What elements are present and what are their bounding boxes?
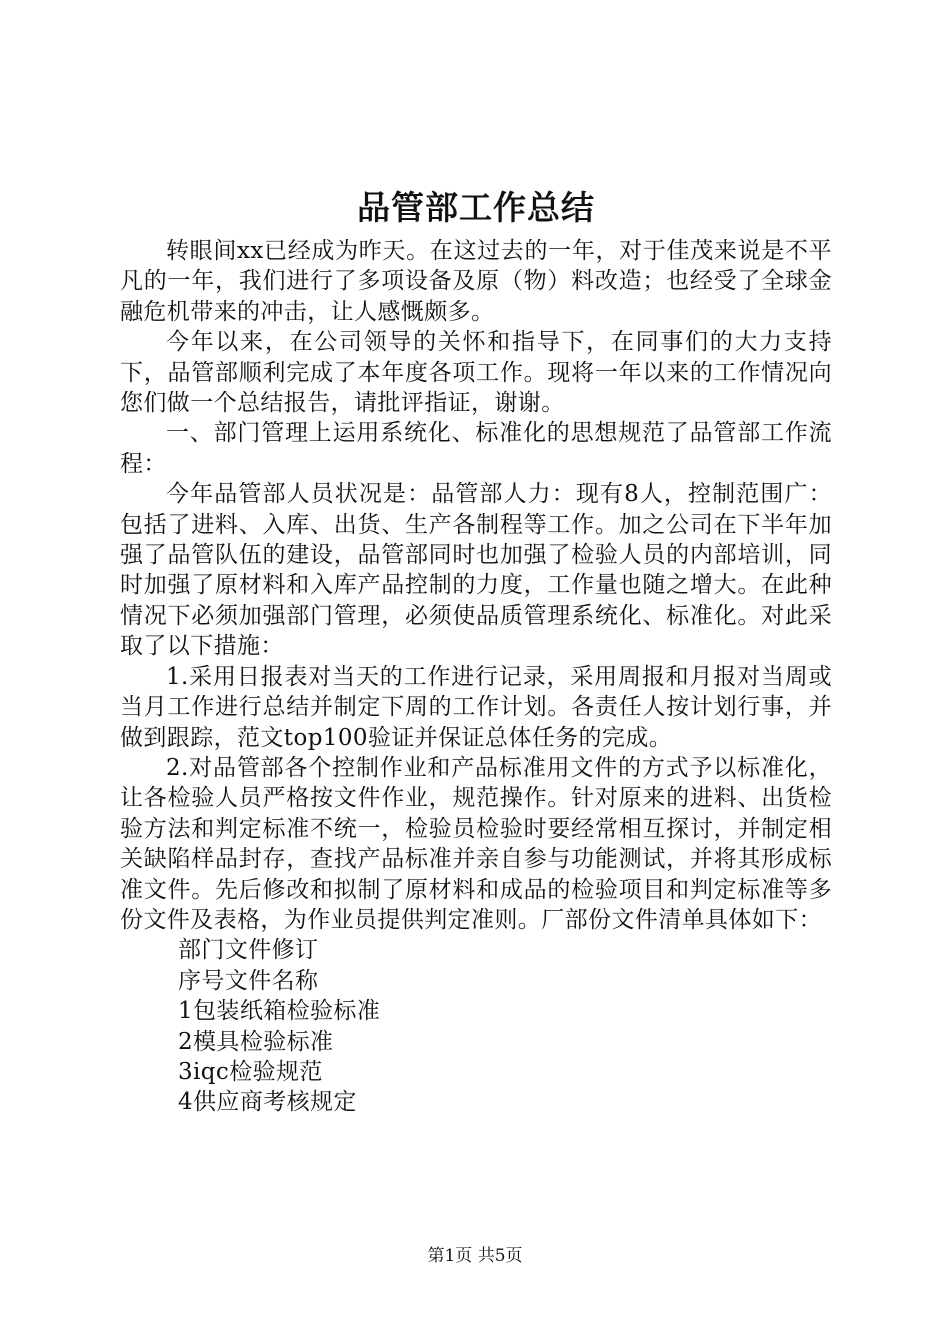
document-title: 品管部工作总结 [357,188,595,227]
paragraph-staff-status: 今年品管部人员状况是：品管部人力：现有8人，控制范围广：包括了进料、入库、出货、生产各制程等工作。加之公司在下半年加强了品管队伍的建设，品管部同时也加强了检验人员的内部培训，同时加强了原材料和入库产品控制的力度，工作量也随之增大。在此种情况下必须加强部门管理，必须使品质管理系统化、标准化。对此采取了以下措施： [120,481,832,660]
paragraph-summary: 今年以来，在公司领导的关怀和指导下，在同事们的大力支持下，品管部顺利完成了本年度各项工作。现将一年以来的工作情况向您们做一个总结报告，请批评指证，谢谢。 [120,329,832,417]
paragraph-measure-2: 2.对品管部各个控制作业和产品标准用文件的方式予以标准化，让各检验人员严格按文件作业，规范操作。针对原来的进料、出货检验方法和判定标准不统一，检验员检验时要经常相互探讨，并制定相关缺陷样品封存，查找产品标准并亲自参与功能测试，并将其形成标准文件。先后修改和拟制了原材料和成品的检验项目和判定标准等多份文件及表格，为作业员提供判定准则。厂部份文件清单具体如下： [120,754,832,933]
list-item: 2模具检验标准 [178,1028,334,1055]
section-heading-1: 一、部门管理上运用系统化、标准化的思想规范了品管部工作流程： [120,420,832,477]
list-item: 序号文件名称 [178,967,319,994]
page-footer: 第1页 共5页 [427,1246,523,1266]
paragraph-measure-1: 1.采用日报表对当天的工作进行记录，采用周报和月报对当周或当月工作进行总结并制定下周的工作计划。各责任人按计划行事，并做到跟踪，范文top100验证并保证总体任务的完成。 [120,663,832,751]
list-item: 3iqc检验规范 [178,1058,323,1085]
list-item: 1包装纸箱检验标准 [178,998,381,1025]
list-item: 4供应商考核规定 [178,1089,357,1116]
list-item: 部门文件修订 [178,937,319,964]
document-page [120,180,832,1118]
document-file-list [120,935,832,1117]
paragraph-intro: 转眼间xx已经成为昨天。在这过去的一年，对于佳茂来说是不平凡的一年，我们进行了多项设备及原（物）料改造；也经受了全球金融危机带来的冲击，让人感慨颇多。 [120,238,832,325]
